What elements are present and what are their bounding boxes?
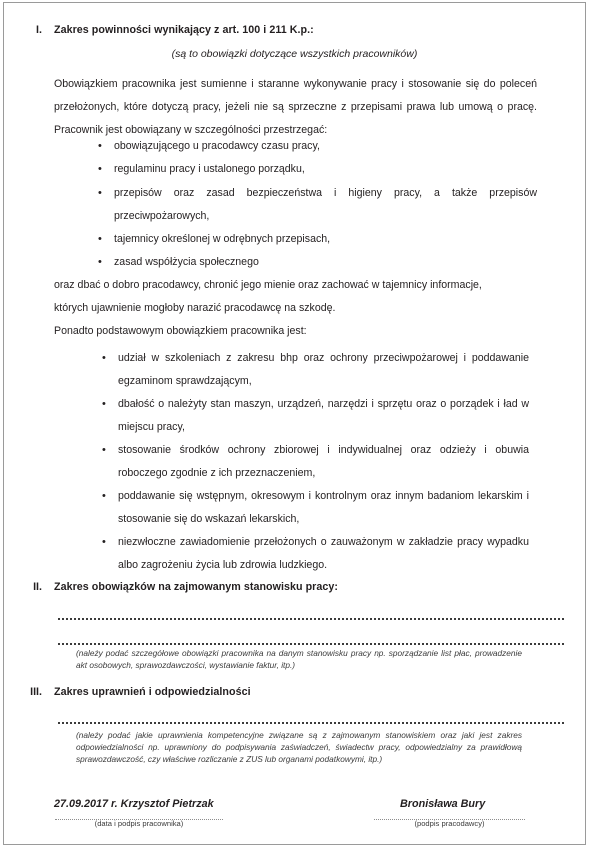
section-1-intro: Obowiązkiem pracownika jest sumienne i staranne wykonywanie pracy i stosowanie się do poleceń przełożonych, które dotyczą pracy, jeżeli nie są sprzeczne z przepisami prawa lub umową o pracę. Pracownik jest obowiązany w szczególności przestrzegać: (54, 78, 537, 136)
list-item-label: zasad współżycia społecznego (114, 256, 259, 268)
bullet-icon: • (98, 233, 102, 245)
section-numeral-1: I. (36, 24, 42, 36)
fill-line[interactable] (58, 640, 564, 645)
list-item (98, 135, 537, 158)
section-title-1: Zakres powinności wynikający z art. 100 i 211 K.p.: (54, 24, 314, 36)
list-item (98, 182, 537, 228)
document-page (3, 2, 586, 845)
list-item-label: obowiązującego u pracodawcy czasu pracy, (114, 140, 320, 152)
list-item-label: przepisów oraz zasad bezpieczeństwa i higieny pracy, a także przepisów przeciwpożarowych, (114, 187, 537, 222)
section-3-note: (należy podać jakie uprawnienia kompetencyjne związane są z zajmowanym stanowiskiem oraz jaki jest zakres odpowiedzialności np. uprawniony do podpisywania zaświadczeń, świadectw pracy, odpowiedzialny za prawidłową sprawozdawczość, czy właściwe rozliczanie z ZUS lub organami podatkowymi, itp.) (76, 730, 522, 765)
bullet-icon: • (98, 256, 102, 268)
list-item (102, 485, 529, 531)
bullet-icon: • (102, 352, 106, 364)
list-item (102, 439, 529, 485)
section-numeral-3: III. (30, 686, 42, 698)
list-item (102, 347, 529, 393)
bullet-icon: • (102, 490, 106, 502)
employee-signature-caption: (data i podpis pracownika) (94, 819, 184, 828)
bullet-icon: • (98, 140, 102, 152)
section-1-middle-1: oraz dbać o dobro pracodawcy, chronić jego mienie oraz zachować w tajemnicy informacje, (54, 279, 482, 291)
list-item (98, 158, 537, 181)
section-1-middle-3: Ponadto podstawowym obowiązkiem pracownika jest: (54, 325, 307, 337)
document-body (4, 3, 585, 844)
list-item-label: dbałość o należyty stan maszyn, urządzeń, narzędzi i sprzętu oraz o porządek i ład w miejscu pracy, (118, 398, 529, 433)
list-item-label: poddawanie się wstępnym, okresowym i kontrolnym oraz innym badaniom lekarskim i stosowanie się do wskazań lekarskich, (118, 490, 529, 525)
fill-line[interactable] (58, 615, 564, 620)
list-item (98, 251, 537, 274)
bullet-icon: • (98, 163, 102, 175)
list-item-label: niezwłoczne zawiadomienie przełożonych o zauważonym w zakładzie pracy wypadku albo zagrożeniu życia lub zdrowia ludzkiego. (118, 536, 529, 571)
bullet-icon: • (102, 536, 106, 548)
employee-signature-value: 27.09.2017 r. Krzysztof Pietrzak (54, 798, 214, 810)
section-title-3: Zakres uprawnień i odpowiedzialności (54, 686, 251, 698)
section-numeral-2: II. (33, 581, 42, 593)
fill-line[interactable] (58, 719, 564, 724)
section-1-middle-2: których ujawnienie mogłoby narazić pracodawcę na szkodę. (54, 302, 336, 314)
list-item-label: stosowanie środków ochrony zbiorowej i indywidualnej oraz odzieży i obuwia roboczego zgodnie z ich przeznaczeniem, (118, 444, 529, 479)
bullet-icon: • (102, 398, 106, 410)
list-item (102, 393, 529, 439)
section-2-note: (należy podać szczegółowe obowiązki pracownika na danym stanowisku pracy np. sporządzanie list płac, prowadzenie akt osobowych, sprawozdawczości, wystawianie faktur, itp.) (76, 648, 522, 671)
section-subtitle-1: (są to obowiązki dotyczące wszystkich pracowników) (171, 48, 418, 60)
list-item-label: regulaminu pracy i ustalonego porządku, (114, 163, 305, 175)
list-item-label: udział w szkoleniach z zakresu bhp oraz ochrony przeciwpożarowej i poddawanie egzaminom sprawdzającym, (118, 352, 529, 387)
list-item (98, 228, 537, 251)
employer-signature-value: Bronisława Bury (400, 798, 486, 810)
list-item (102, 531, 529, 577)
employer-signature-caption: (podpis pracodawcy) (414, 819, 485, 828)
list-item-label: tajemnicy określonej w odrębnych przepisach, (114, 233, 331, 245)
bullet-icon: • (102, 444, 106, 456)
section-title-2: Zakres obowiązków na zajmowanym stanowisku pracy: (54, 581, 338, 593)
bullet-icon: • (98, 187, 102, 199)
